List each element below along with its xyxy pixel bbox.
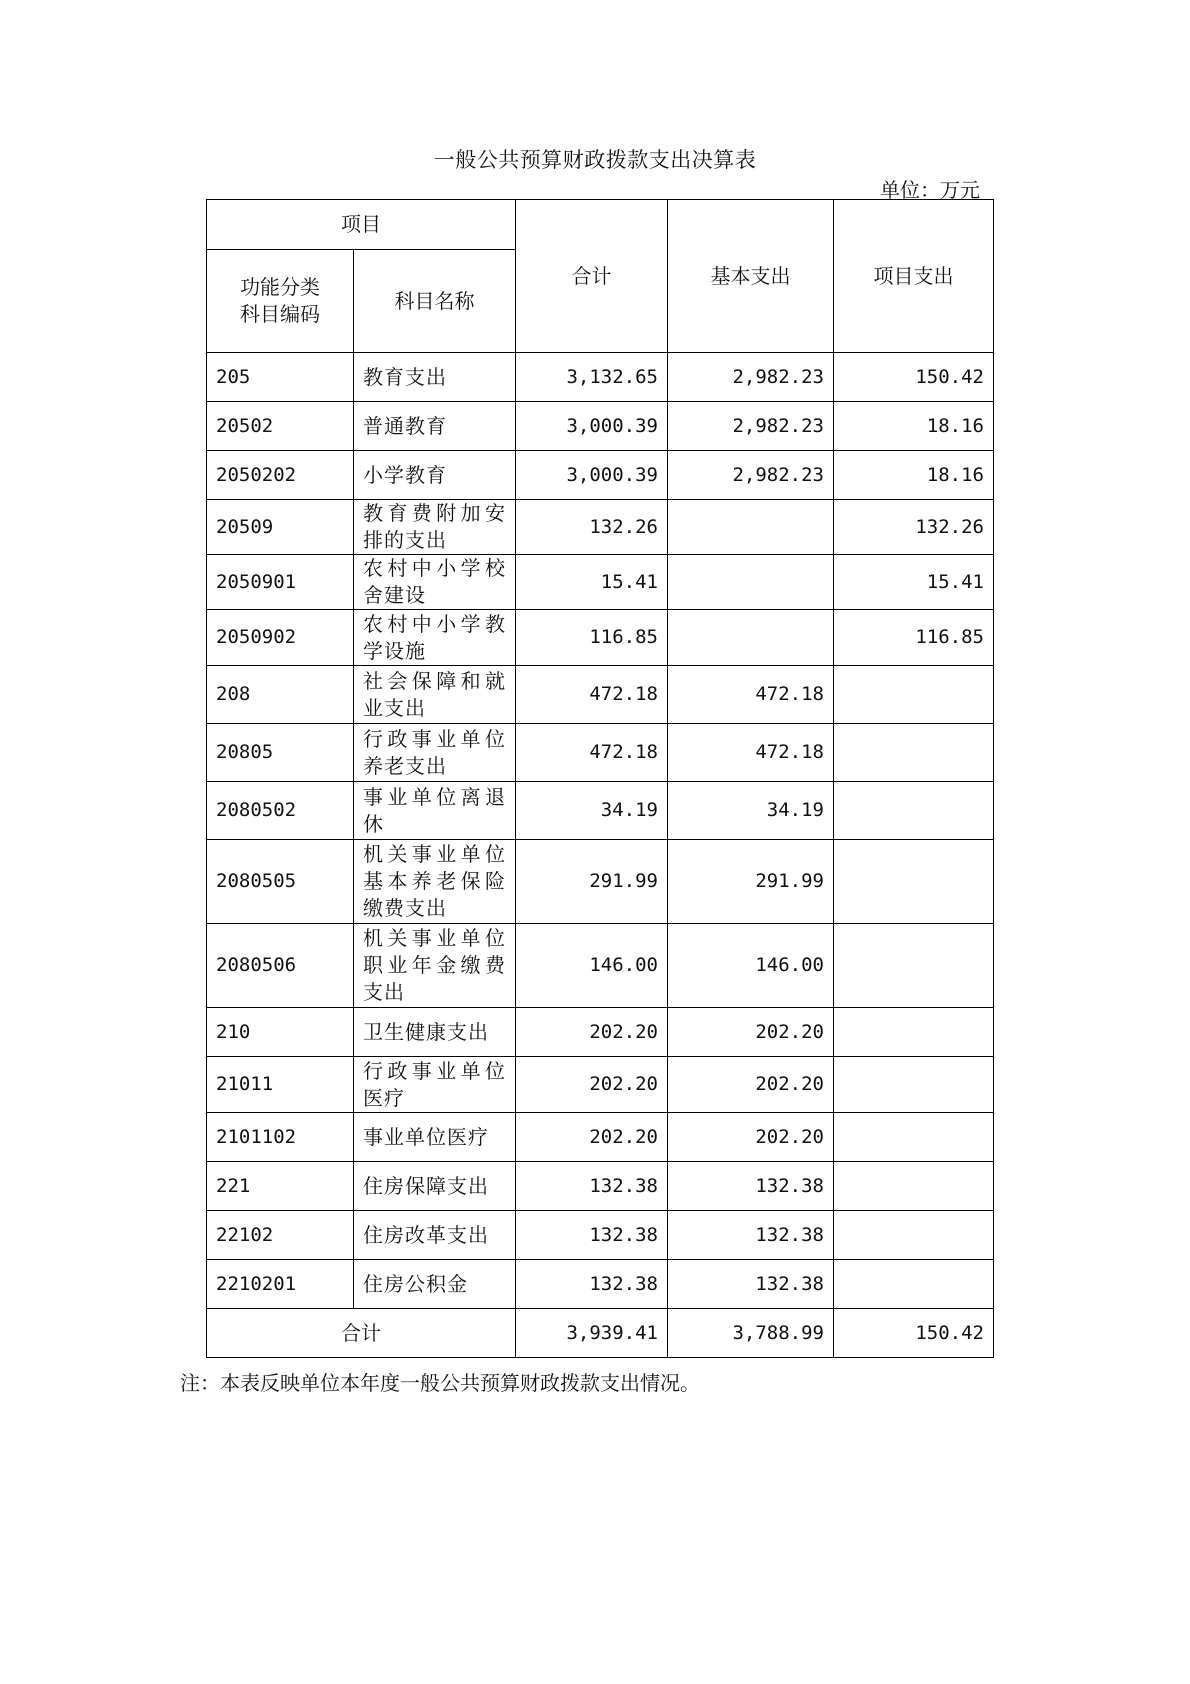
row-basic: 472.18 — [668, 724, 834, 782]
footnote: 注：本表反映单位本年度一般公共预算财政拨款支出情况。 — [180, 1371, 700, 1395]
row-subject-name: 社会保障和就业支出 — [354, 666, 516, 724]
row-project — [834, 840, 994, 924]
total-basic: 3,788.99 — [668, 1309, 834, 1358]
header-func-code: 功能分类科目编码 — [207, 250, 354, 353]
row-basic: 202.20 — [668, 1057, 834, 1113]
row-basic: 132.38 — [668, 1211, 834, 1260]
row-subject-name: 教育费附加安排的支出 — [354, 500, 516, 555]
table-row — [207, 402, 994, 451]
row-code: 20805 — [207, 724, 354, 782]
row-project — [834, 666, 994, 724]
row-project: 18.16 — [834, 402, 994, 451]
row-code: 2080505 — [207, 840, 354, 924]
row-code: 208 — [207, 666, 354, 724]
row-total: 146.00 — [516, 924, 668, 1008]
row-subject-name: 住房公积金 — [354, 1260, 516, 1309]
row-project — [834, 782, 994, 840]
row-total: 3,000.39 — [516, 402, 668, 451]
row-code: 21011 — [207, 1057, 354, 1113]
row-subject-name: 事业单位医疗 — [354, 1113, 516, 1162]
total-sum: 3,939.41 — [516, 1309, 668, 1358]
table-row — [207, 1008, 994, 1057]
row-total: 202.20 — [516, 1113, 668, 1162]
row-total: 202.20 — [516, 1057, 668, 1113]
row-basic: 34.19 — [668, 782, 834, 840]
row-total: 3,000.39 — [516, 451, 668, 500]
table-row — [207, 1162, 994, 1211]
row-basic: 472.18 — [668, 666, 834, 724]
row-total: 34.19 — [516, 782, 668, 840]
row-project: 132.26 — [834, 500, 994, 555]
expenditure-table — [206, 199, 994, 1358]
total-label: 合计 — [207, 1309, 516, 1358]
header-basic: 基本支出 — [668, 200, 834, 353]
row-code: 22102 — [207, 1211, 354, 1260]
row-basic: 2,982.23 — [668, 451, 834, 500]
row-total: 132.26 — [516, 500, 668, 555]
row-subject-name: 事业单位离退休 — [354, 782, 516, 840]
row-code: 2101102 — [207, 1113, 354, 1162]
row-basic — [668, 610, 834, 666]
row-total: 116.85 — [516, 610, 668, 666]
row-project — [834, 924, 994, 1008]
row-code: 2050902 — [207, 610, 354, 666]
row-subject-name: 机关事业单位基本养老保险缴费支出 — [354, 840, 516, 924]
row-project: 18.16 — [834, 451, 994, 500]
row-total: 472.18 — [516, 666, 668, 724]
row-subject-name: 小学教育 — [354, 451, 516, 500]
row-code: 20502 — [207, 402, 354, 451]
total-row — [207, 1309, 994, 1358]
row-subject-name: 行政事业单位养老支出 — [354, 724, 516, 782]
row-total: 15.41 — [516, 555, 668, 610]
row-subject-name: 农村中小学校舍建设 — [354, 555, 516, 610]
row-basic: 132.38 — [668, 1260, 834, 1309]
row-subject-name: 住房保障支出 — [354, 1162, 516, 1211]
header-project: 项目 — [207, 200, 516, 250]
row-project — [834, 1260, 994, 1309]
row-project — [834, 1162, 994, 1211]
row-basic: 202.20 — [668, 1008, 834, 1057]
row-project: 150.42 — [834, 353, 994, 402]
table-row — [207, 840, 994, 924]
table-row — [207, 555, 994, 610]
row-code: 210 — [207, 1008, 354, 1057]
row-total: 132.38 — [516, 1211, 668, 1260]
row-subject-name: 住房改革支出 — [354, 1211, 516, 1260]
row-basic: 202.20 — [668, 1113, 834, 1162]
row-basic: 146.00 — [668, 924, 834, 1008]
row-subject-name: 卫生健康支出 — [354, 1008, 516, 1057]
table-row — [207, 610, 994, 666]
table-row — [207, 1211, 994, 1260]
table-row — [207, 353, 994, 402]
table-row — [207, 1113, 994, 1162]
row-project — [834, 1008, 994, 1057]
row-code: 2210201 — [207, 1260, 354, 1309]
unit-label: 单位：万元 — [880, 178, 980, 202]
table-row — [207, 666, 994, 724]
table-row — [207, 500, 994, 555]
row-total: 202.20 — [516, 1008, 668, 1057]
table-body — [207, 353, 994, 1309]
row-project — [834, 1057, 994, 1113]
row-code: 2050901 — [207, 555, 354, 610]
row-total: 132.38 — [516, 1162, 668, 1211]
row-code: 205 — [207, 353, 354, 402]
table-row — [207, 1260, 994, 1309]
row-subject-name: 教育支出 — [354, 353, 516, 402]
table-row — [207, 451, 994, 500]
header-project-expense: 项目支出 — [834, 200, 994, 353]
row-total: 291.99 — [516, 840, 668, 924]
row-code: 2050202 — [207, 451, 354, 500]
row-subject-name: 行政事业单位医疗 — [354, 1057, 516, 1113]
row-basic — [668, 555, 834, 610]
row-basic: 291.99 — [668, 840, 834, 924]
row-code: 2080502 — [207, 782, 354, 840]
table-row — [207, 724, 994, 782]
row-project: 116.85 — [834, 610, 994, 666]
row-basic: 2,982.23 — [668, 402, 834, 451]
table-row — [207, 782, 994, 840]
row-subject-name: 普通教育 — [354, 402, 516, 451]
row-total: 3,132.65 — [516, 353, 668, 402]
row-basic — [668, 500, 834, 555]
row-project: 15.41 — [834, 555, 994, 610]
row-subject-name: 机关事业单位职业年金缴费支出 — [354, 924, 516, 1008]
row-project — [834, 1113, 994, 1162]
total-project: 150.42 — [834, 1309, 994, 1358]
row-basic: 2,982.23 — [668, 353, 834, 402]
row-project — [834, 1211, 994, 1260]
table-row — [207, 1057, 994, 1113]
header-total: 合计 — [516, 200, 668, 353]
row-basic: 132.38 — [668, 1162, 834, 1211]
row-total: 472.18 — [516, 724, 668, 782]
header-subject-name: 科目名称 — [354, 250, 516, 353]
row-code: 2080506 — [207, 924, 354, 1008]
row-subject-name: 农村中小学教学设施 — [354, 610, 516, 666]
row-code: 221 — [207, 1162, 354, 1211]
table-row — [207, 924, 994, 1008]
row-total: 132.38 — [516, 1260, 668, 1309]
page-title: 一般公共预算财政拨款支出决算表 — [433, 148, 757, 172]
row-project — [834, 724, 994, 782]
row-code: 20509 — [207, 500, 354, 555]
